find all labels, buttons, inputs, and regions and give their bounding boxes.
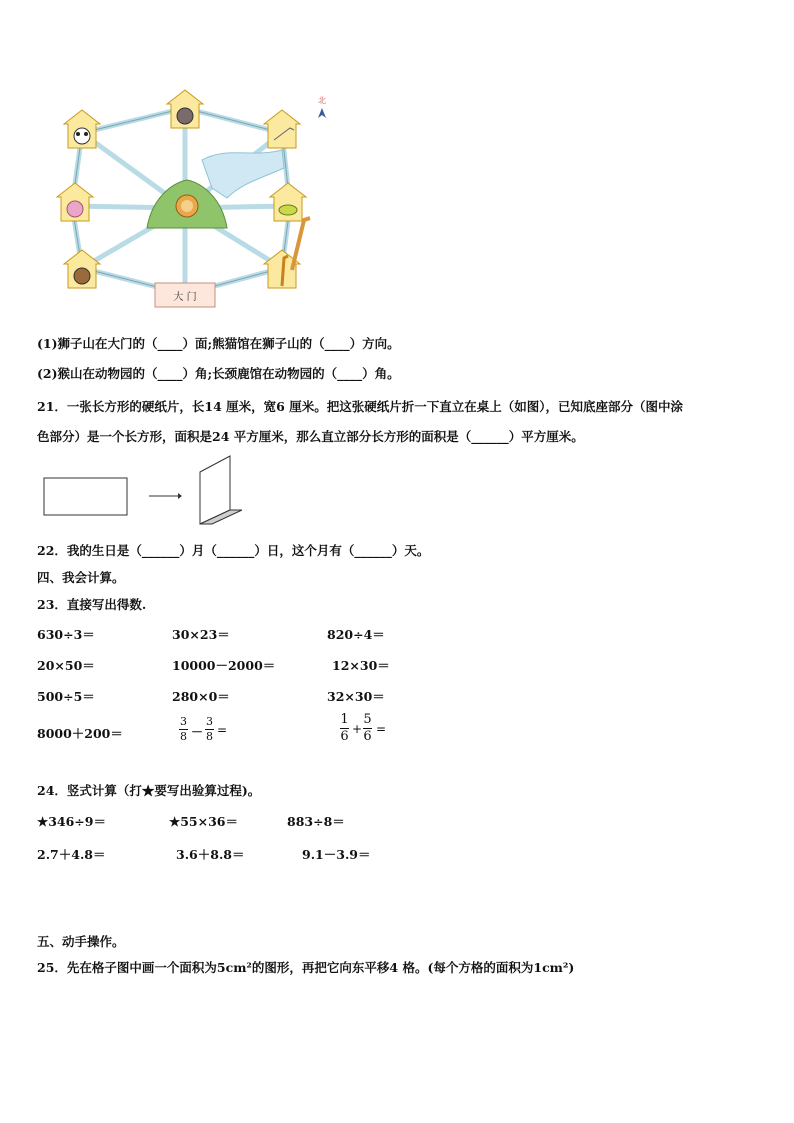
q24-r1-c2: ★55×36＝ [169,814,238,829]
q23-r1-c1: 630÷3＝ [37,627,95,642]
frac2-den2: 6 [363,729,372,744]
frac2-num2: 5 [363,712,372,727]
frac1-den1: 8 [180,730,187,743]
q24-r2-c1: 2.7＋4.8＝ [37,847,106,862]
q23-r2-c1: 20×50＝ [37,658,95,673]
q20-line-2: (2)猴山在动物园的（____）角;长颈鹿馆在动物园的（____）角。 [37,366,400,381]
zoo-map-figure [52,88,342,318]
q23-r1-c3: 820÷4＝ [327,627,385,642]
q23-title: 23．直接写出得数. [37,597,147,612]
frac1-op: － [191,725,204,739]
q24-title: 24．竖式计算（打★要写出验算过程)。 [37,783,261,798]
q25-line: 25．先在格子图中画一个面积为5cm²的图形，再把它向东平移4 格。(每个方格的面积为1cm²) [37,960,575,975]
q23-r3-c3: 32×30＝ [327,689,385,704]
frac1-a [179,716,188,743]
q23-r1-c2: 30×23＝ [172,627,230,642]
q21-line-1: 21．一张长方形的硬纸片，长14 厘米，宽6 厘米。把这张硬纸片折一下直立在桌上（如图），已知底座部分（图中涂 [37,399,683,414]
frac2-eq: = [376,722,387,736]
frac1-eq: = [217,723,228,737]
q24-r2-c3: 9.1－3.9＝ [302,847,371,862]
q23-r4-c1: 8000＋200＝ [37,726,123,741]
gate-label: 大 门 [173,292,197,303]
frac2-num1: 1 [340,712,349,727]
frac2-a [340,713,349,744]
q24-r2-c2: 3.6＋8.8＝ [176,847,245,862]
frac2-den1: 6 [340,729,349,744]
q20-line-1: (1)狮子山在大门的（____）面;熊猫馆在狮子山的（____）方向。 [37,336,400,351]
q23-r2-c3: 12×30＝ [332,658,390,673]
q22-line: 22．我的生日是（______）月（______）日，这个月有（______）天。 [37,543,430,558]
river [202,150,284,198]
section-4-title: 四、我会计算。 [37,570,125,585]
section-5-title: 五、动手操作。 [37,934,125,949]
q21-figure [42,452,252,530]
q23-r2-c2: 10000－2000＝ [172,658,276,673]
frac1-b [205,716,214,743]
frac2-b [363,713,372,744]
q23-r3-c1: 500÷5＝ [37,689,95,704]
q21-line-2: 色部分）是一个长方形，面积是24 平方厘米，那么直立部分长方形的面积是（______）平方厘米。 [37,429,584,444]
frac1-den2: 8 [206,730,213,743]
north-label: 北 [318,96,326,105]
q24-r1-c3: 883÷8＝ [287,814,345,829]
frac1-num2: 3 [206,715,213,728]
frac1-num1: 3 [180,715,187,728]
frac2-op: + [352,722,363,736]
q24-r1-c1: ★346÷9＝ [37,814,106,829]
arrow-head-icon [178,493,182,499]
q23-r3-c2: 280×0＝ [172,689,230,704]
flat-card-rect [44,478,127,515]
north-arrow-icon [318,108,326,118]
